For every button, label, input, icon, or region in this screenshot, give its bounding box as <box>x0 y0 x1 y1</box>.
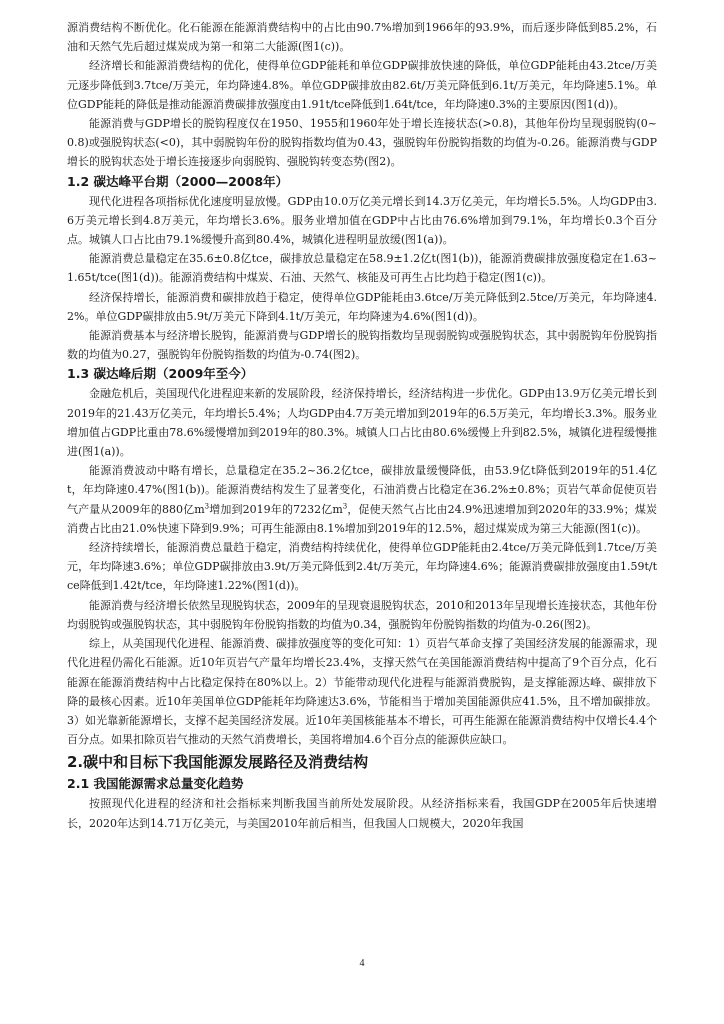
page-number: 4 <box>359 958 365 969</box>
section-heading-2-1: 2.1 我国能源需求总量变化趋势 <box>67 776 244 792</box>
paragraph-1-3-c: 经济持续增长，能源消费总量趋于稳定，消费结构持续优化，使得单位GDP能耗由2.4tce/万美元降低到1.7tce/万美元，年均降速3.6%；单位GDP碳排放由3.9t/万美元降低到2.4t/万美元，年均降速4.6%；能源消费碳排放强度由1.59t/tce降低到1.42t/tce，年均降速1.22%(图1(d))。 <box>67 541 657 593</box>
paragraph-1-3-d: 能源消费与经济增长依然呈现脱钩状态，2009年的呈现衰退脱钩状态，2010和2013年呈现增长连接状态，其他年份均弱脱钩或强脱钩状态，其中弱脱钩年份脱钩指数的均值为0.34，强脱钩年份脱钩指数的均值为-0.26(图2)。 <box>67 598 657 631</box>
paragraph-summary: 综上，从美国现代化进程、能源消费、碳排放强度等的变化可知：1）页岩气革命支撑了美国经济发展的能源需求，现代化进程仍需化石能源。近10年页岩气产量年均增长23.4%，支撑天然气在美国能源消费结构中提高了9个百分点，化石能源在能源消费结构中占比稳定保持在80%以上。2）节能带动现代化进程与能源消费脱钩，是支撑能源达峰、碳排放下降的最核心因素。近10年美国单位GDP能耗年均降速达3.6%，节能相当于增加美国能源供应41.5%，且不增加碳排放。3）如光靠新能源增长，支撑不起美国经济发展。近10年美国核能基本不增长，可再生能源在能源消费结构中仅增长4.4个百分点。如果扣除页岩气推动的天然气消费增长，美国将增加4.6个百分点的能源供应缺口。 <box>67 637 657 747</box>
paragraph-intro-3: 能源消费与GDP增长的脱钩程度仅在1950、1955和1960年处于增长连接状态(>0.8)，其他年份均呈现弱脱钩(0~0.8)或强脱钩状态(<0)，其中弱脱钩年份的脱钩指数均值为0.43，强脱钩年份脱钩指数的均值为-0.26。能源消费与GDP增长的脱钩状态处于增长连接逐步向弱脱钩、强脱钩转变态势(图2)。 <box>67 117 657 169</box>
paragraph-1-2-b: 能源消费总量稳定在35.6±0.8亿tce，碳排放总量稳定在58.9±1.2亿t(图1(b))，能源消费碳排放强度稳定在1.63~1.65t/tce(图1(d))。能源消费结构中煤炭、石油、天然气、核能及可再生占比均趋于稳定(图1(c))。 <box>67 252 657 285</box>
paragraph-1-3-a: 金融危机后，美国现代化进程迎来新的发展阶段，经济保持增长，经济结构进一步优化。GDP由13.9万亿美元增长到2019年的21.43万亿美元，年均增长5.4%；人均GDP由4.7万美元增加到2019年的6.5万美元，年均增长3.3%。服务业增加值占GDP比重由78.6%缓慢增加到2019年的80.3%。城镇人口占比由80.6%缓慢上升到82.5%，城镇化进程缓慢推进(图1(a))。 <box>67 387 657 459</box>
section-heading-2: 2.碳中和目标下我国能源发展路径及消费结构 <box>67 753 369 772</box>
page-body <box>67 18 657 833</box>
paragraph-1-2-c: 经济保持增长，能源消费和碳排放趋于稳定，使得单位GDP能耗由3.6tce/万美元降低到2.5tce/万美元，年均降速4.2%。单位GDP碳排放由5.9t/万美元下降到4.1t/万美元，年均降速为4.6%(图1(d))。 <box>67 290 657 323</box>
superscript-3: 3 <box>342 502 348 511</box>
section-heading-1-2: 1.2 碳达峰平台期（2000—2008年） <box>67 173 289 189</box>
paragraph-1-2-a: 现代化进程各项指标优化速度明显放慢。GDP由10.0万亿美元增长到14.3万亿美元，年均增长5.5%。人均GDP由3.6万美元增长到4.8万美元，年均增长3.6%。服务业增加值在GDP中占比由76.6%增加到79.1%，年均增长0.3个百分点。城镇人口占比由79.1%缓慢升高到80.4%，城镇化进程明显放缓(图1(a))。 <box>67 194 657 247</box>
paragraph-intro: 源消费结构不断优化。化石能源在能源消费结构中的占比由90.7%增加到1966年的93.9%，而后逐步降低到85.2%，石油和天然气先后超过煤炭成为第一和第二大能源(图1(c))。 <box>67 21 657 54</box>
paragraph-intro-2: 经济增长和能源消费结构的优化，使得单位GDP能耗和单位GDP碳排放快速的降低，单位GDP能耗由43.2tce/万美元逐步降低到3.7tce/万美元，年均降速4.8%。单位GDP碳排放由82.6t/万美元降低到6.1t/万美元，年均降速5.1%。单位GDP能耗的降低是推动能源消费碳排放强度由1.91t/tce降低到1.64t/tce，年均降速0.3%的主要原因(图1(d))。 <box>67 59 657 111</box>
paragraph-1-3-b-part-3: ，促使天然气占比由24.9%迅速增加到2020年的33.9%；煤炭消费占比由21.0%快速下降到9.9%；可再生能源由8.1%增加到2019年的12.5%，超过煤炭成为第三大能源(图1(c))。 <box>67 502 658 535</box>
paragraph-1-2-d: 能源消费基本与经济增长脱钩，能源消费与GDP增长的脱钩指数均呈现弱脱钩或强脱钩状态，其中弱脱钩年份脱钩指数的均值为0.27，强脱钩年份脱钩指数的均值为-0.74(图2)。 <box>67 329 657 362</box>
superscript-3: 3 <box>204 502 210 511</box>
paragraph-1-3-b-part-1: 能源消费波动中略有增长，总量稳定在35.2~36.2亿tce，碳排放量缓慢降低，由53.9亿t降低到2019年的51.4亿t，年均降速0.47%(图1(b))。能源消费结构发生了显著变化，石油消费占比稳定在36.2%±0.8%；页岩气革命促使页岩气产量从2009年的880亿m <box>67 464 657 516</box>
section-heading-1-3: 1.3 碳达峰后期（2009年至今） <box>67 366 254 382</box>
paragraph-2-1: 按照现代化进程的经济和社会指标来判断我国当前所处发展阶段。从经济指标来看，我国GDP在2005年后快速增长，2020年达到14.71万亿美元，与美国2010年前后相当，但我国人口规模大，2020年我国 <box>67 797 657 830</box>
paragraph-1-3-b <box>67 461 657 538</box>
paragraph-1-3-b-part-2: 增加到2019年的7232亿m <box>209 502 343 516</box>
